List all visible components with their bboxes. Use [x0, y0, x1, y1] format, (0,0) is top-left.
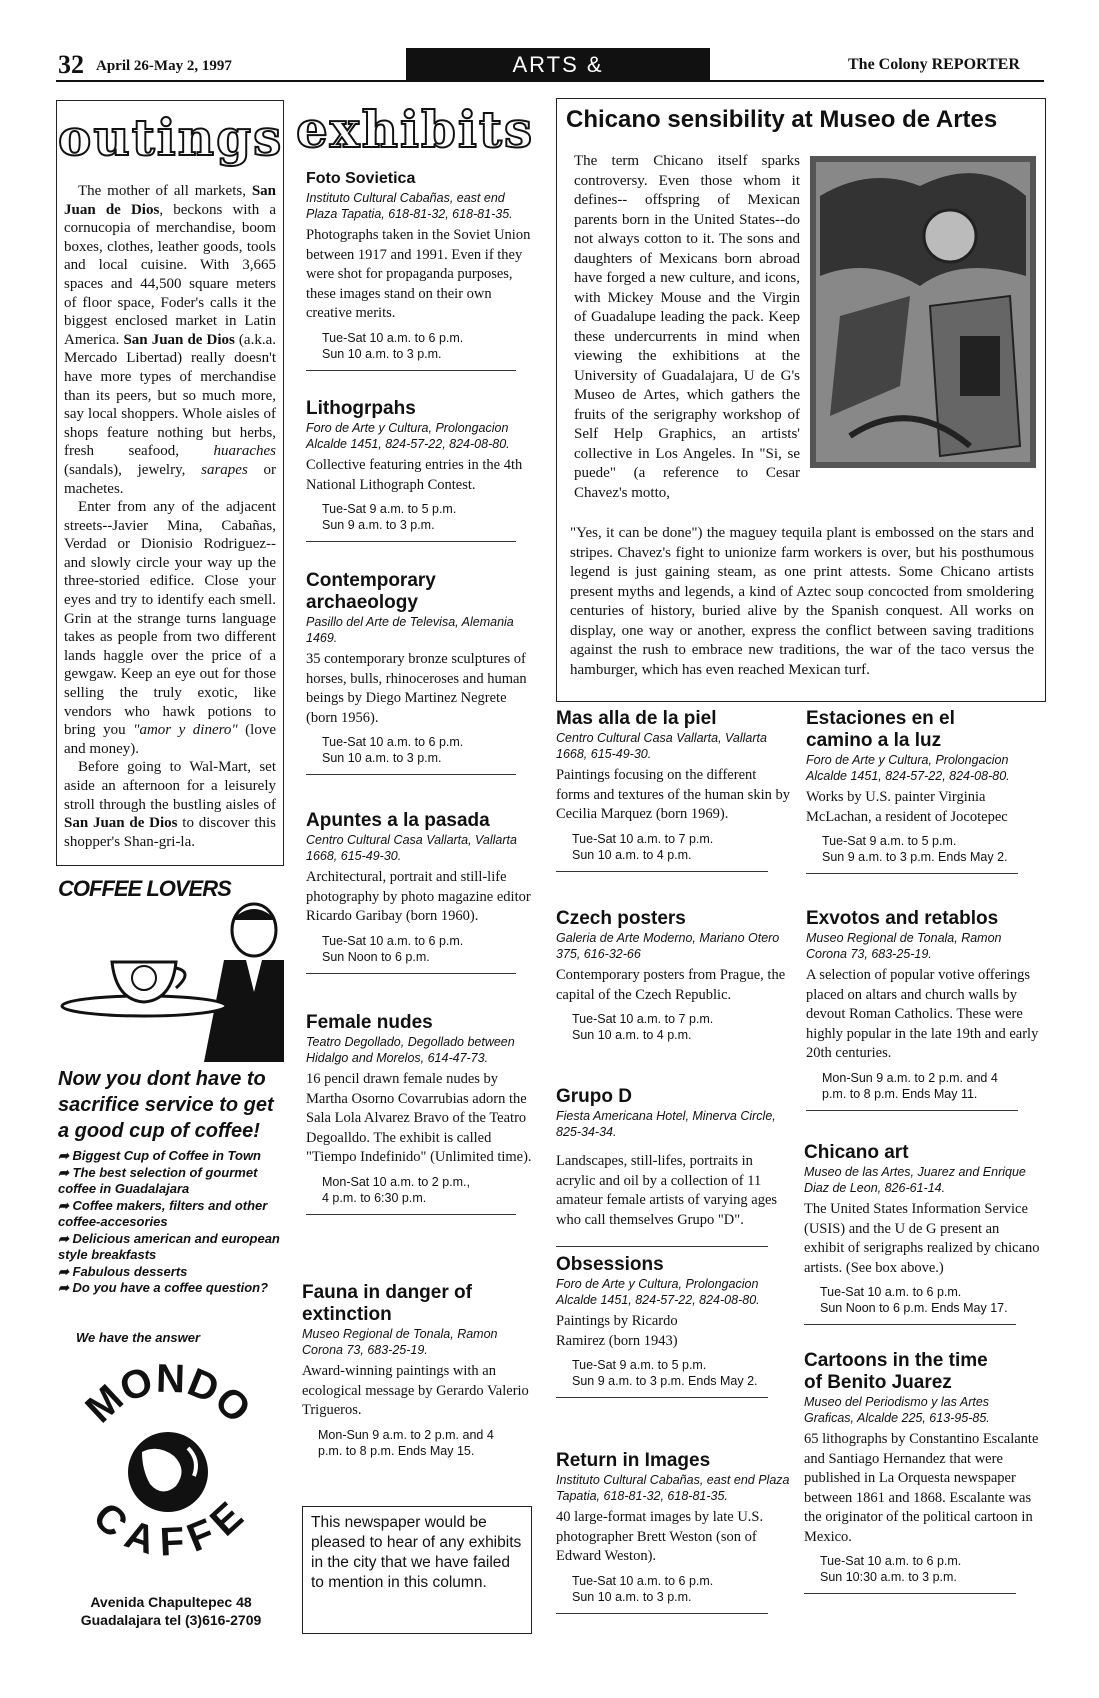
exhibit-name: Female nudes [306, 1012, 433, 1033]
entry-divider [306, 774, 516, 775]
exhibit-venue: Fiesta Americana Hotel, Minerva Circle, 825-34-34. [556, 1109, 776, 1139]
list-item: ➦ Biggest Cup of Coffee in Town [58, 1148, 262, 1163]
section-banner: ARTS & ENTERTAINMENT [406, 48, 710, 82]
exhibit-description: Landscapes, still-lifes, portraits in acrylic and oil by a collection of 11 amateur female artists of varying ages who call themselves Grupo "D". [556, 1153, 778, 1228]
exhibit-venue: Foro de Arte y Cultura, Prolongacion Alcalde 1451, 824-57-22, 824-08-80. [306, 421, 510, 451]
outings-text: (sandals), jewelry, [64, 461, 202, 478]
entry-divider [806, 873, 1018, 874]
issue-date: April 26-May 2, 1997 [96, 58, 232, 74]
exhibit-description: 16 pencil drawn female nudes by Martha Osorno Covarrubias adorn the Sala Lola Alvarez Bravo of the Teatro Degoalldo. The exhibit is called "Tiempo Indefinido" (Unlimited time). [306, 1071, 532, 1165]
exhibit-entry [302, 1282, 534, 1459]
exhibit-venue: Museo Regional de Tonala, Ramon Corona 73, 683-25-19. [302, 1327, 498, 1357]
exhibit-description: 35 contemporary bronze sculptures of horses, bulls, rhinoceroses and human beings by Diego Martinez Negrete (born 1956). [306, 651, 527, 726]
exhibit-hours: Tue-Sat 10 a.m. to 6 p.m. [820, 1285, 962, 1299]
list-item: ➦ Do you have a coffee question? [58, 1280, 269, 1295]
exhibit-name: Mas alla de la piel [556, 708, 717, 729]
waiter-illustration [54, 902, 284, 1062]
chicano-text-full: "Yes, it can be done") the maguey tequila plant is embossed on the stars and stripes. Chavez's fight to unionize farm workers is over, but his posthumous legend is just gaining steam, as one print attests. Some Chicano artists present myths and legends, a kind of Aztec soup concocted from smoldering centuries of history, buried alive by the Spanish conquest. All works on display, one way or another, express the conflict between saving traditions against the rush to embrace new traditions, the war of the taco versus the hamburger, which has even reached Mexican turf. [570, 525, 1034, 678]
outings-text: huaraches [213, 443, 276, 460]
exhibit-hours: Sun 10 a.m. to 3 p.m. [322, 346, 442, 361]
chicano-text-wrap: The term Chicano itself sparks controversy. Even those whom it defines-- offspring of Mexican parents born in the United States--do not always cotton to it. The sons and daughters of Mexicans born abroad have forged a new culture, and icons, with Mickey Mouse and the Virgin of Guadalupe leading the pack. Keep these undercurrents in mind when viewing the exhibitions at the University of Guadalajara, U de G's Museo de Artes, which gathers the fruits of the serigraphy workshop of Self Help Graphics, an artists' collective in Los Angeles. In "Si, se puede" (a reference to Cesar Chavez's motto, [574, 153, 800, 501]
exhibit-name: Apuntes a la pasada [306, 810, 490, 831]
outings-text: , beckons with a cornucopia of merchandise, boom boxes, clothes, leather goods, tools and local cuisine. With 3,665 spaces and 44,500 square meters of floor space, Foder's calls it the biggest enclosed market in Latin America. [64, 201, 276, 348]
exhibit-description: Paintings by Ricardo Ramirez (born 1943) [556, 1313, 678, 1349]
exhibit-entry [556, 908, 790, 1043]
exhibit-venue: Centro Cultural Casa Vallarta, Vallarta 1668, 615-49-30. [306, 833, 517, 863]
exhibit-description: Collective featuring entries in the 4th National Lithograph Contest. [306, 457, 523, 493]
market-name: San Juan de Dios [123, 331, 235, 348]
exhibit-venue: Teatro Degollado, Degollado between Hidalgo and Morelos, 614-47-73. [306, 1035, 515, 1065]
exhibit-hours: Tue-Sat 9 a.m. to 5 p.m. [322, 502, 457, 516]
exhibits-title: exhibits [296, 100, 535, 159]
outings-text: to discover this shopper's Shan-gri-la. [64, 815, 276, 850]
exhibit-name: Czech posters [556, 908, 686, 929]
exhibit-entry [306, 1012, 534, 1215]
exhibit-name: Contemporary archaeology [306, 570, 436, 613]
svg-text:CAFFE: CAFFE [84, 1494, 252, 1565]
outings-text: (a.k.a. Mercado Libertad) really doesn't have more types of merchandise than its peers, but so much more, say local shoppers. Whole aisles of shops feature nothing but herbs, fresh seafood, [64, 331, 276, 460]
exhibit-name: Chicano art [804, 1142, 909, 1163]
svg-text:MONDO: MONDO [77, 1356, 259, 1432]
exhibit-description: 65 lithographs by Constantino Escalante and Santiago Hernandez that were published in La Orquesta newspaper between 1861 and 1868. Escalante was the originator of the political cartoon in Mexico. [804, 1431, 1039, 1545]
ad-feature-list [58, 1148, 284, 1297]
exhibit-hours: Tue-Sat 10 a.m. to 7 p.m. [572, 1012, 714, 1026]
exhibit-hours: p.m. to 8 p.m. Ends May 11. [822, 1086, 978, 1101]
exhibit-entry [556, 1450, 790, 1614]
entry-divider [556, 1613, 768, 1614]
exhibit-hours: Tue-Sat 10 a.m. to 7 p.m. [572, 831, 714, 846]
ad-phone: Guadalajara tel (3)616-2709 [80, 1612, 262, 1628]
exhibit-venue: Galeria de Arte Moderno, Mariano Otero 375, 616-32-66 [556, 931, 780, 961]
exhibit-entry [306, 810, 534, 974]
outings-text: (love and money). [64, 722, 277, 757]
entry-divider [306, 1214, 516, 1215]
exhibit-hours: Tue-Sat 9 a.m. to 5 p.m. [822, 834, 957, 848]
exhibit-name: Grupo D [556, 1086, 632, 1107]
exhibit-hours: Sun 10 a.m. to 4 p.m. [572, 1028, 692, 1042]
exhibit-venue: Instituto Cultural Cabañas, east end Plaza Tapatia, 618-81-32, 618-81-35. [556, 1473, 790, 1503]
exhibit-entry [804, 1142, 1040, 1325]
exhibit-hours: Tue-Sat 10 a.m. to 6 p.m. [820, 1554, 962, 1568]
exhibit-entry [556, 1086, 790, 1247]
chicano-artwork [810, 156, 1036, 468]
exhibit-entry [556, 708, 790, 872]
exhibit-hours: Mon-Sat 10 a.m. to 2 p.m., [322, 1174, 470, 1189]
exhibit-description: Architectural, portrait and still-life photography by photo magazine editor Ricardo Garibay (born 1960). [306, 869, 531, 924]
exhibit-hours: Sun 9 a.m. to 3 p.m. [322, 518, 435, 532]
exhibit-entry [806, 708, 1040, 874]
exhibit-description: A selection of popular votive offerings placed on altars and church walls by devout Roman Catholics. These were highly popular in the late 19th and early 20th centuries. [806, 967, 1039, 1061]
outings-text: sarapes [201, 461, 248, 478]
exhibit-hours: Mon-Sun 9 a.m. to 2 p.m. and 4 [318, 1427, 494, 1442]
entry-divider [306, 541, 516, 542]
exhibit-hours: p.m. to 8 p.m. Ends May 15. [318, 1443, 475, 1458]
outings-title: outings [58, 108, 284, 167]
exhibit-hours: Tue-Sat 10 a.m. to 6 p.m. [322, 330, 464, 345]
exhibit-hours: Sun 10:30 a.m. to 3 p.m. [820, 1570, 957, 1584]
exhibit-venue: Foro de Arte y Cultura, Prolongacion Alcalde 1451, 824-57-22, 824-08-80. [556, 1277, 760, 1307]
market-name: San Juan de Dios [64, 183, 276, 218]
chicano-headline: Chicano sensibility at Museo de Artes [566, 106, 998, 133]
exhibit-venue: Centro Cultural Casa Vallarta, Vallarta 1668, 615-49-30. [556, 731, 767, 761]
outings-article [64, 182, 276, 851]
exhibit-hours: Sun Noon to 6 p.m. [322, 949, 430, 964]
entry-divider [556, 1397, 768, 1398]
entry-divider [804, 1324, 1016, 1325]
entry-divider [806, 1110, 1018, 1111]
exhibit-hours: Sun 10 a.m. to 3 p.m. [572, 1589, 692, 1604]
mondo-caffe-logo [58, 1352, 278, 1572]
list-item: ➦ Coffee makers, filters and other coffee-accesories [58, 1197, 268, 1229]
exhibit-description: Award-winning paintings with an ecological message by Gerardo Valerio Trigueros. [302, 1363, 529, 1418]
list-item: ➦ The best selection of gourmet coffee in Guadalajara [58, 1164, 258, 1196]
exhibit-venue: Foro de Arte y Cultura, Prolongacion Alcalde 1451, 824-57-22, 824-08-80. [806, 753, 1010, 783]
exhibit-entry [804, 1350, 1040, 1594]
market-name: San Juan de Dios [64, 815, 178, 832]
exhibit-entry [306, 398, 534, 542]
entry-divider [804, 1593, 1016, 1594]
exhibit-hours: Sun 9 a.m. to 3 p.m. Ends May 2. [822, 850, 1008, 864]
exhibit-description: The United States Information Service (USIS) and the U de G present an exhibit of serigraphs realized by chicano artists. (See box above.) [804, 1201, 1040, 1276]
exhibit-name: Estaciones en el camino a la luz [806, 708, 955, 751]
list-item: ➦ Fabulous desserts [58, 1263, 188, 1279]
exhibit-description: 40 large-format images by late U.S. photographer Brett Weston (son of Edward Weston). [556, 1509, 764, 1564]
exhibit-description: Photographs taken in the Soviet Union between 1917 and 1991. Even if they were shot for propaganda purposes, these images stand on their own creative merits. [306, 227, 531, 321]
exhibit-name: Foto Sovietica [306, 170, 416, 187]
exhibit-hours: Tue-Sat 9 a.m. to 5 p.m. [572, 1358, 707, 1372]
exhibit-venue: Museo de las Artes, Juarez and Enrique Diaz de Leon, 826-61-14. [804, 1165, 1026, 1195]
exhibit-name: Lithogrpahs [306, 398, 416, 419]
exhibit-hours: Tue-Sat 10 a.m. to 6 p.m. [572, 1573, 714, 1588]
exhibit-venue: Instituto Cultural Cabañas, east end Plaza Tapatia, 618-81-32, 618-81-35. [306, 191, 513, 221]
exhibit-hours: Tue-Sat 10 a.m. to 6 p.m. [322, 735, 464, 749]
entry-divider [556, 871, 768, 872]
exhibit-hours: Sun 10 a.m. to 4 p.m. [572, 847, 692, 862]
exhibit-entry [806, 908, 1040, 1111]
exhibit-hours: Tue-Sat 10 a.m. to 6 p.m. [322, 933, 464, 948]
notice-box: This newspaper would be pleased to hear of any exhibits in the city that we have failed to mention in this column. [302, 1506, 532, 1634]
exhibit-entry [306, 570, 534, 775]
exhibit-hours: Sun 9 a.m. to 3 p.m. Ends May 2. [572, 1374, 758, 1388]
exhibit-hours: Sun Noon to 6 p.m. Ends May 17. [820, 1301, 1008, 1315]
exhibit-entry [556, 1254, 790, 1398]
exhibit-name: Return in Images [556, 1450, 711, 1471]
publication-name: The Colony REPORTER [848, 56, 1020, 73]
list-item: ➦ Delicious american and european style breakfasts [58, 1230, 280, 1262]
page-number: 32 [58, 50, 84, 79]
entry-divider [306, 370, 516, 371]
ad-tagline: Now you dont have to sacrifice service to get a good cup of coffee! [58, 1068, 274, 1142]
exhibit-name: Fauna in danger of extinction [302, 1282, 472, 1325]
outings-text: or machetes. [64, 461, 277, 497]
exhibit-venue: Museo Regional de Tonala, Ramon Corona 73, 683-25-19. [806, 931, 1002, 961]
outings-text: The mother of all markets, [78, 183, 252, 199]
exhibit-hours: 4 p.m. to 6:30 p.m. [322, 1190, 427, 1205]
exhibit-name: Cartoons in the time of Benito Juarez [804, 1350, 988, 1393]
exhibit-entry [306, 168, 534, 371]
exhibit-name: Exvotos and retablos [806, 908, 999, 929]
ad-address: Avenida Chapultepec 48 [90, 1594, 252, 1610]
outings-text: Enter from any of the adjacent streets--Javier Mina, Cabañas, Verdad or Dionisio Rodriguez--and slowly circle your way up the three-storied edifice. Close your eyes and try to identify each smell. Grin at the strange turns language takes as people from two different lands haggle over the price of a gewgaw. Keep an eye out for those selling the truly exotic, like vendors who hawk potions to bring you [64, 499, 276, 739]
ad-heading: COFFEE LOVERS [58, 876, 231, 901]
exhibit-hours: Sun 10 a.m. to 3 p.m. [322, 751, 442, 765]
exhibit-description: Paintings focusing on the different forms and textures of the human skin by Cecilia Marquez (born 1969). [556, 767, 790, 822]
exhibit-name: Obsessions [556, 1254, 664, 1275]
exhibit-description: Contemporary posters from Prague, the capital of the Czech Republic. [556, 967, 786, 1003]
entry-divider [556, 1246, 768, 1247]
ad-answer: We have the answer [76, 1330, 201, 1345]
header-rule [56, 80, 1044, 82]
entry-divider [306, 973, 516, 974]
outings-text: Before going to Wal-Mart, set aside an afternoon for a leisurely stroll through the bustling aisles of [64, 759, 276, 813]
exhibit-hours: Mon-Sun 9 a.m. to 2 p.m. and 4 [822, 1070, 998, 1085]
exhibit-venue: Museo del Periodismo y las Artes Graficas, Alcalde 225, 613-95-85. [804, 1395, 990, 1425]
exhibit-description: Works by U.S. painter Virginia McLachan, a resident of Jocotepec [806, 789, 1008, 825]
outings-text: "amor y dinero" [133, 722, 238, 739]
exhibit-venue: Pasillo del Arte de Televisa, Alemania 1469. [306, 615, 514, 645]
